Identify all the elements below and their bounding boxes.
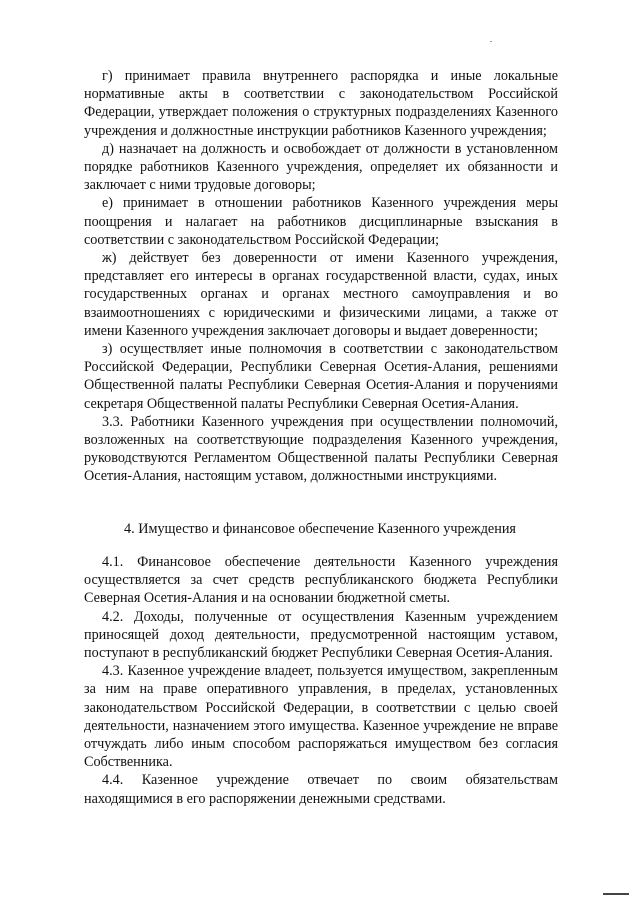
paragraph-item-e: е) принимает в отношении работников Казенного учреждения меры поощрения и налагает на работников дисциплинарные взыскания в соответствии с законодательством Российской Федерации; [84, 195, 558, 248]
section-heading: 4. Имущество и финансовое обеспечение Казенного учреждения [124, 521, 516, 537]
paragraph-4-2: 4.2. Доходы, полученные от осуществления Казенным учреждением приносящей доход деятельности, предусмотренной настоящим уставом, поступают в республиканский бюджет Республики Северная Осетия-Алания. [84, 608, 558, 662]
paragraph-item-g: г) принимает правила внутреннего распорядка и иные локальные нормативные акты в соответствии с законодательством Российской Федерации, утверждает положения о структурных подразделениях Казенного учреждения и должностные инструкции работников Казенного учреждения; [84, 68, 558, 139]
paragraph-item-d: д) назначает на должность и освобождает от должности в установленном порядке работников Казенного учреждения, определяет их обязанности и заключает с ними трудовые договоры; [84, 140, 558, 194]
paragraph-item-zh: ж) действует без доверенности от имени Казенного учреждения, представляет его интересы в органах государственной власти, судах, иных государственных органах и органах местного самоуправления и во взаимоотношениях с юридическими и физическими лицами, а также от имени Казенного учреждения заключает договоры и выдает доверенности; [84, 250, 558, 339]
paragraph-4-1: 4.1. Финансовое обеспечение деятельности Казенного учреждения осуществляется за счет средств республиканского бюджета Республики Северная Осетия-Алания и на основании бюджетной сметы. [84, 554, 558, 607]
paragraph-3-3: 3.3. Работники Казенного учреждения при осуществлении полномочий, возложенных на соответствующие подразделения Казенного учреждения, руководствуются Регламентом Общественной палаты Республики Северная Осетия-Алания, настоящим уставом, должностными инструкциями. [84, 413, 558, 485]
paragraph-item-z: з) осуществляет иные полномочия в соответствии с законодательством Российской Федерации, Республики Северная Осетия-Алания, решениями Общественной палаты Республики Северная Осетия-Алания и поручениями секретаря Общественной палаты Республики Северная Осетия-Алания. [84, 341, 558, 412]
scan-speck [490, 41, 492, 42]
section-4-body [84, 553, 558, 808]
section-3-continuation [84, 67, 558, 486]
paragraph-4-3: 4.3. Казенное учреждение владеет, пользуется имуществом, закрепленным за ним на праве оперативного управления, в пределах, установленных законодательством Российской Федерации, в соответствии с целью своей деятельности, назначением этого имущества. Казенное учреждение не вправе отчуждать либо иным способом распоряжаться имуществом без согласия Собственника. [84, 663, 558, 771]
paragraph-4-4: 4.4. Казенное учреждение отвечает по своим обязательствам находящимися в его распоряжении денежными средствами. [84, 772, 558, 807]
scan-artifact [603, 893, 629, 895]
